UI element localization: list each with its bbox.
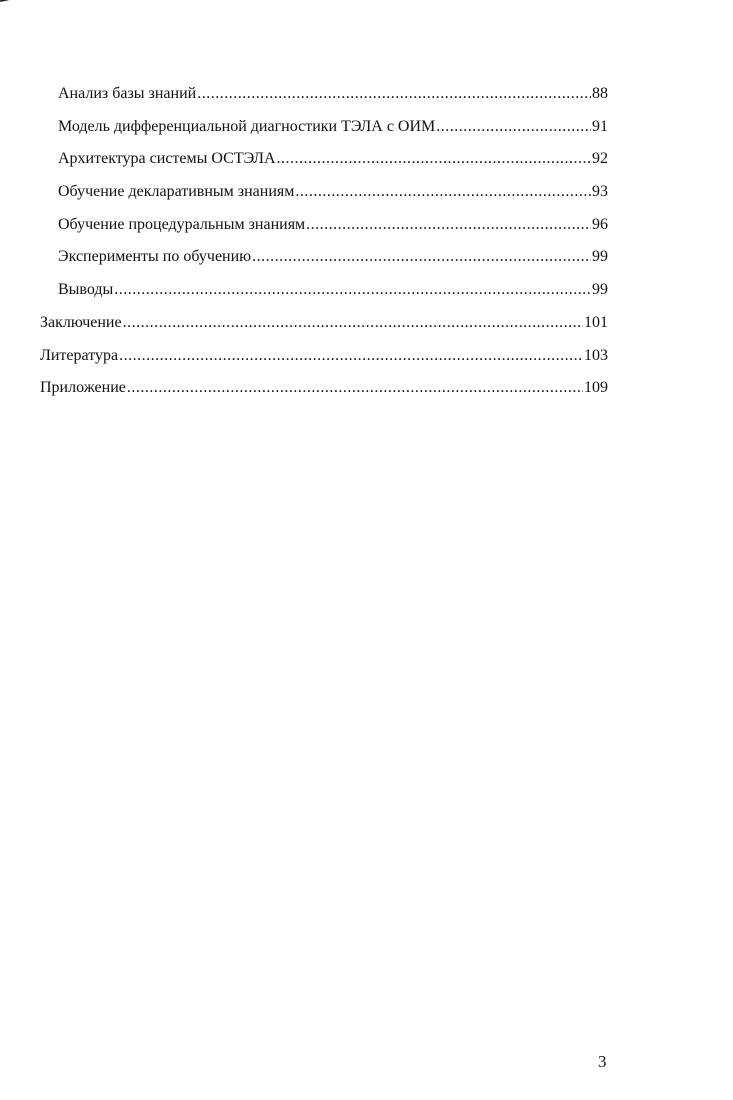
toc-leader-dots	[306, 215, 591, 235]
toc-entry-system-architecture	[40, 149, 608, 182]
toc-entry-title: Выводы	[58, 281, 114, 299]
toc-entry-title: Модель дифференциальной диагностики ТЭЛА с ОИМ	[58, 117, 436, 135]
toc-entry-literature	[40, 346, 608, 379]
toc-leader-dots	[295, 182, 591, 202]
toc-leader-dots	[252, 247, 591, 267]
toc-entry-title: Эксперименты по обучению	[58, 248, 252, 266]
toc-leader-dots	[436, 117, 591, 137]
toc-leader-dots	[277, 149, 591, 169]
toc-entry-procedural-learning	[40, 215, 608, 248]
toc-entry-page: 91	[592, 117, 608, 135]
toc-entry-page: 96	[592, 215, 608, 233]
page-number: 3	[598, 1052, 607, 1071]
toc-entry-title: Заключение	[40, 313, 122, 331]
toc-entry-page: 101	[584, 313, 608, 331]
toc-entry-title: Обучение процедуральным знаниям	[58, 215, 306, 233]
toc-entry-page: 93	[592, 183, 608, 201]
toc-leader-dots	[114, 280, 591, 300]
toc-entry-page: 103	[584, 346, 608, 364]
toc-entry-differential-diagnosis-model	[40, 117, 608, 150]
toc-entry-title: Архитектура системы ОСТЭЛА	[58, 150, 276, 168]
toc-entry-page: 92	[592, 150, 608, 168]
toc-entry-page: 99	[592, 248, 608, 266]
toc-leader-dots	[127, 378, 583, 398]
toc-leader-dots	[119, 346, 583, 366]
toc-entry-declarative-learning	[40, 182, 608, 215]
toc-entry-page: 109	[584, 379, 608, 397]
toc-entry-conclusion	[40, 313, 608, 346]
toc-entry-learning-experiments	[40, 247, 608, 280]
toc-entry-page: 88	[592, 85, 608, 102]
toc-entry-title: Обучение декларативным знаниям	[58, 183, 295, 201]
toc-entry-page: 99	[592, 281, 608, 299]
toc-entry-conclusions	[40, 280, 608, 313]
toc-entry-title: Литература	[40, 346, 119, 364]
toc-entry-appendix	[40, 378, 608, 411]
scan-corner-mark	[0, 0, 16, 2]
toc-entry-title: Приложение	[40, 379, 126, 397]
toc-leader-dots	[197, 84, 591, 104]
toc-entry-title: Анализ базы знаний	[58, 85, 197, 102]
toc-leader-dots	[123, 313, 583, 333]
table-of-contents	[40, 84, 608, 411]
toc-entry-knowledge-base-analysis	[40, 84, 608, 117]
